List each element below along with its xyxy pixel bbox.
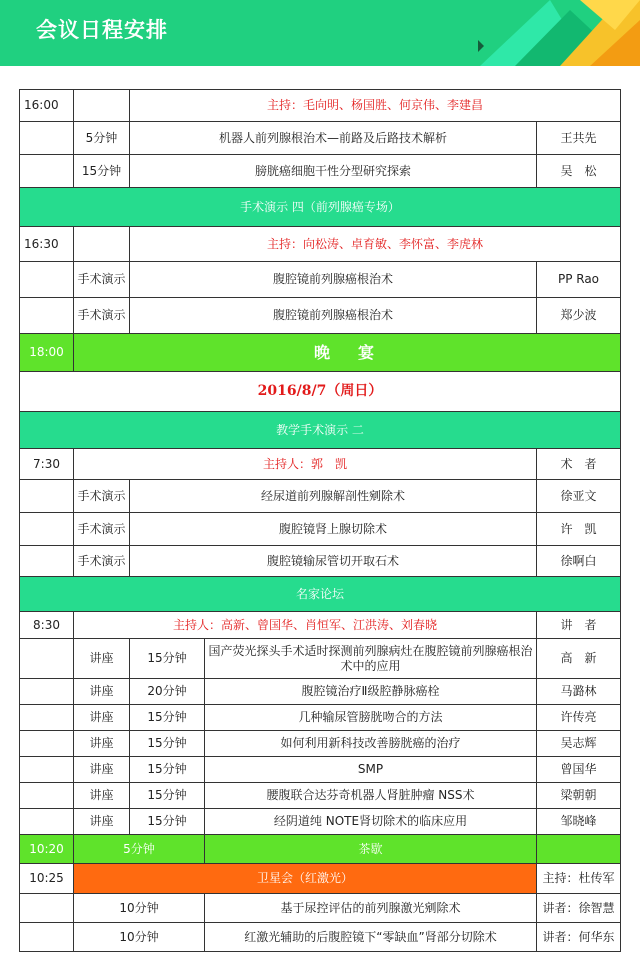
table-row xyxy=(20,757,621,783)
empty-cell xyxy=(20,705,74,731)
host-cell: 主持：杜传军 xyxy=(537,864,621,894)
speaker-cell: 曾国华 xyxy=(537,757,621,783)
topic-cell: 膀胱癌细胞干性分型研究探索 xyxy=(130,155,537,188)
duration-cell: 15分钟 xyxy=(130,705,205,731)
time-cell: 10:20 xyxy=(20,835,74,864)
date-heading: 2016/8/7（周日） xyxy=(20,372,621,412)
page-title: 会议日程安排 xyxy=(36,18,168,42)
table-row xyxy=(20,894,621,923)
speaker-cell: 徐啊白 xyxy=(537,546,621,577)
type-cell: 讲座 xyxy=(74,705,130,731)
duration-cell: 10分钟 xyxy=(74,923,205,952)
speaker-cell: 吴 松 xyxy=(537,155,621,188)
section-header-row xyxy=(20,577,621,612)
table-row xyxy=(20,705,621,731)
type-cell: 讲座 xyxy=(74,809,130,835)
topic-cell: SMP xyxy=(205,757,537,783)
schedule-table xyxy=(19,89,621,952)
type-cell: 手术演示 xyxy=(74,480,130,513)
table-row xyxy=(20,90,621,122)
topic-cell: 红激光辅助的后腹腔镜下“零缺血”肾部分切除术 xyxy=(205,923,537,952)
speaker-cell: 马潞林 xyxy=(537,679,621,705)
type-cell: 讲座 xyxy=(74,783,130,809)
tea-break-row xyxy=(20,835,621,864)
type-cell: 讲座 xyxy=(74,757,130,783)
topic-cell: 几种输尿管膀胱吻合的方法 xyxy=(205,705,537,731)
empty-cell xyxy=(74,227,130,262)
topic-cell: 机器人前列腺根治术—前路及后路技术解析 xyxy=(130,122,537,155)
table-row xyxy=(20,122,621,155)
topic-cell: 国产荧光探头手术适时探测前列腺病灶在腹腔镜前列腺癌根治术中的应用 xyxy=(205,639,537,679)
empty-cell xyxy=(20,923,74,952)
empty-cell xyxy=(74,90,130,122)
table-row xyxy=(20,923,621,952)
topic-cell: 如何利用新科技改善膀胱癌的治疗 xyxy=(205,731,537,757)
time-cell: 10:25 xyxy=(20,864,74,894)
table-row xyxy=(20,639,621,679)
section-header-row xyxy=(20,412,621,449)
speaker-cell: 讲者：何华东 xyxy=(537,923,621,952)
topic-cell: 经尿道前列腺解剖性剜除术 xyxy=(130,480,537,513)
type-cell: 手术演示 xyxy=(74,546,130,577)
time-cell: 16:00 xyxy=(20,90,74,122)
tea-label: 茶歇 xyxy=(205,835,537,864)
empty-cell xyxy=(537,835,621,864)
column-label: 术 者 xyxy=(537,449,621,480)
speaker-cell: 梁朝朝 xyxy=(537,783,621,809)
table-row xyxy=(20,513,621,546)
empty-cell xyxy=(20,894,74,923)
table-row xyxy=(20,731,621,757)
dinner-label: 晚 宴 xyxy=(74,334,621,372)
duration-cell: 10分钟 xyxy=(74,894,205,923)
table-row xyxy=(20,449,621,480)
table-row xyxy=(20,155,621,188)
table-row xyxy=(20,679,621,705)
duration-cell: 15分钟 xyxy=(130,757,205,783)
host-cell: 主持人：高新、曾国华、肖恒军、江洪涛、刘春晓 xyxy=(74,612,537,639)
table-row xyxy=(20,783,621,809)
table-row xyxy=(20,809,621,835)
host-cell: 主持：向松涛、卓育敏、李怀富、李虎林 xyxy=(130,227,621,262)
column-label: 讲 者 xyxy=(537,612,621,639)
header-decoration-icon xyxy=(420,0,640,66)
table-row xyxy=(20,227,621,262)
speaker-cell: 郑少波 xyxy=(537,298,621,334)
type-cell: 手术演示 xyxy=(74,262,130,298)
speaker-cell: 吴志辉 xyxy=(537,731,621,757)
section-title: 名家论坛 xyxy=(20,577,621,612)
type-cell: 讲座 xyxy=(74,731,130,757)
topic-cell: 腹腔镜肾上腺切除术 xyxy=(130,513,537,546)
empty-cell xyxy=(20,298,74,334)
section-title: 手术演示 四（前列腺癌专场） xyxy=(20,188,621,227)
empty-cell xyxy=(20,757,74,783)
topic-cell: 基于尿控评估的前列腺激光剜除术 xyxy=(205,894,537,923)
duration-cell: 15分钟 xyxy=(130,731,205,757)
host-cell: 主持人：郭 凯 xyxy=(74,449,537,480)
speaker-cell: 许传亮 xyxy=(537,705,621,731)
topic-cell: 腹腔镜输尿管切开取石术 xyxy=(130,546,537,577)
speaker-cell: 王共先 xyxy=(537,122,621,155)
duration-cell: 20分钟 xyxy=(130,679,205,705)
empty-cell xyxy=(20,480,74,513)
date-row xyxy=(20,372,621,412)
table-row xyxy=(20,298,621,334)
type-cell: 讲座 xyxy=(74,679,130,705)
speaker-cell: PP Rao xyxy=(537,262,621,298)
empty-cell xyxy=(20,639,74,679)
topic-cell: 经阴道纯 NOTE肾切除术的临床应用 xyxy=(205,809,537,835)
empty-cell xyxy=(20,546,74,577)
section-header-row xyxy=(20,188,621,227)
speaker-cell: 邹晓峰 xyxy=(537,809,621,835)
time-cell: 8:30 xyxy=(20,612,74,639)
time-cell: 7:30 xyxy=(20,449,74,480)
duration-cell: 15分钟 xyxy=(130,783,205,809)
section-title: 教学手术演示 二 xyxy=(20,412,621,449)
table-row xyxy=(20,546,621,577)
empty-cell xyxy=(20,122,74,155)
type-cell: 讲座 xyxy=(74,639,130,679)
speaker-cell: 讲者：徐智慧 xyxy=(537,894,621,923)
empty-cell xyxy=(20,262,74,298)
type-cell: 手术演示 xyxy=(74,513,130,546)
time-cell: 18:00 xyxy=(20,334,74,372)
empty-cell xyxy=(20,731,74,757)
dinner-row xyxy=(20,334,621,372)
empty-cell xyxy=(20,155,74,188)
table-row xyxy=(20,864,621,894)
empty-cell xyxy=(20,783,74,809)
table-row xyxy=(20,612,621,639)
topic-cell: 腰腹联合达芬奇机器人肾脏肿瘤 NSS术 xyxy=(205,783,537,809)
speaker-cell: 徐亚文 xyxy=(537,480,621,513)
topic-cell: 腹腔镜治疗Ⅱ级腔静脉癌栓 xyxy=(205,679,537,705)
page-header xyxy=(0,0,640,66)
satellite-session-label: 卫星会（红激光） xyxy=(74,864,537,894)
empty-cell xyxy=(20,513,74,546)
duration-cell: 5分钟 xyxy=(74,122,130,155)
duration-cell: 5分钟 xyxy=(74,835,205,864)
empty-cell xyxy=(20,679,74,705)
table-row xyxy=(20,262,621,298)
time-cell: 16:30 xyxy=(20,227,74,262)
empty-cell xyxy=(20,809,74,835)
speaker-cell: 许 凯 xyxy=(537,513,621,546)
table-row xyxy=(20,480,621,513)
type-cell: 手术演示 xyxy=(74,298,130,334)
speaker-cell: 高 新 xyxy=(537,639,621,679)
topic-cell: 腹腔镜前列腺癌根治术 xyxy=(130,262,537,298)
host-cell: 主持：毛向明、杨国胜、何京伟、李建昌 xyxy=(130,90,621,122)
duration-cell: 15分钟 xyxy=(130,639,205,679)
topic-cell: 腹腔镜前列腺癌根治术 xyxy=(130,298,537,334)
duration-cell: 15分钟 xyxy=(74,155,130,188)
duration-cell: 15分钟 xyxy=(130,809,205,835)
